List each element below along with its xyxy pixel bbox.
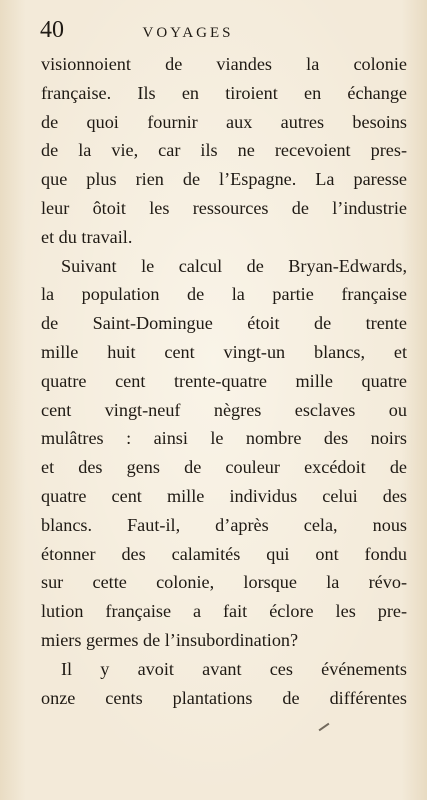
text-line: et du travail.	[41, 226, 133, 247]
text-line: de quoi fournir aux autres besoins	[41, 111, 407, 132]
text-line: cent vingt-neuf nègres esclaves ou	[41, 399, 407, 420]
text-line: étonner des calamités qui ont fondu	[41, 543, 407, 564]
text-line: onze cents plantations de différentes	[41, 687, 407, 708]
text-line: de Saint-Domingue étoit de trente	[41, 313, 407, 334]
text-line: et des gens de couleur excédoit de	[41, 457, 407, 478]
body-text	[41, 50, 407, 712]
running-head: VOYAGES	[142, 25, 234, 41]
text-line: de la vie, car ils ne recevoient pres-	[41, 140, 407, 161]
text-line: visionnoient de viandes la colonie	[41, 54, 407, 74]
page-header	[40, 17, 406, 46]
ink-mark	[319, 723, 330, 732]
text-line: quatre cent mille individus celui des	[41, 485, 407, 506]
text-line: que plus rien de l’Espagne. La paresse	[41, 169, 407, 190]
text-line: Suivant le calcul de Bryan-Edwards,	[61, 255, 407, 276]
text-line: sur cette colonie, lorsque la révo-	[41, 572, 407, 593]
text-line: mille huit cent vingt-un blancs, et	[41, 341, 407, 362]
text-line: française. Ils en tiroient en échange	[41, 82, 407, 103]
text-line: la population de la partie française	[41, 284, 407, 305]
text-line: leur ôtoit les ressources de l’industrie	[41, 197, 407, 218]
page-number: 40	[40, 17, 64, 43]
text-line: lution française a fait éclore les pre-	[41, 601, 407, 622]
text-line: Il y avoit avant ces événements	[61, 658, 407, 679]
text-line: quatre cent trente-quatre mille quatre	[41, 370, 407, 391]
text-line: miers germes de l’insubordination?	[41, 629, 299, 650]
text-line: blancs. Faut-il, d’après cela, nous	[41, 514, 407, 535]
text-line: mulâtres : ainsi le nombre des noirs	[41, 428, 407, 449]
